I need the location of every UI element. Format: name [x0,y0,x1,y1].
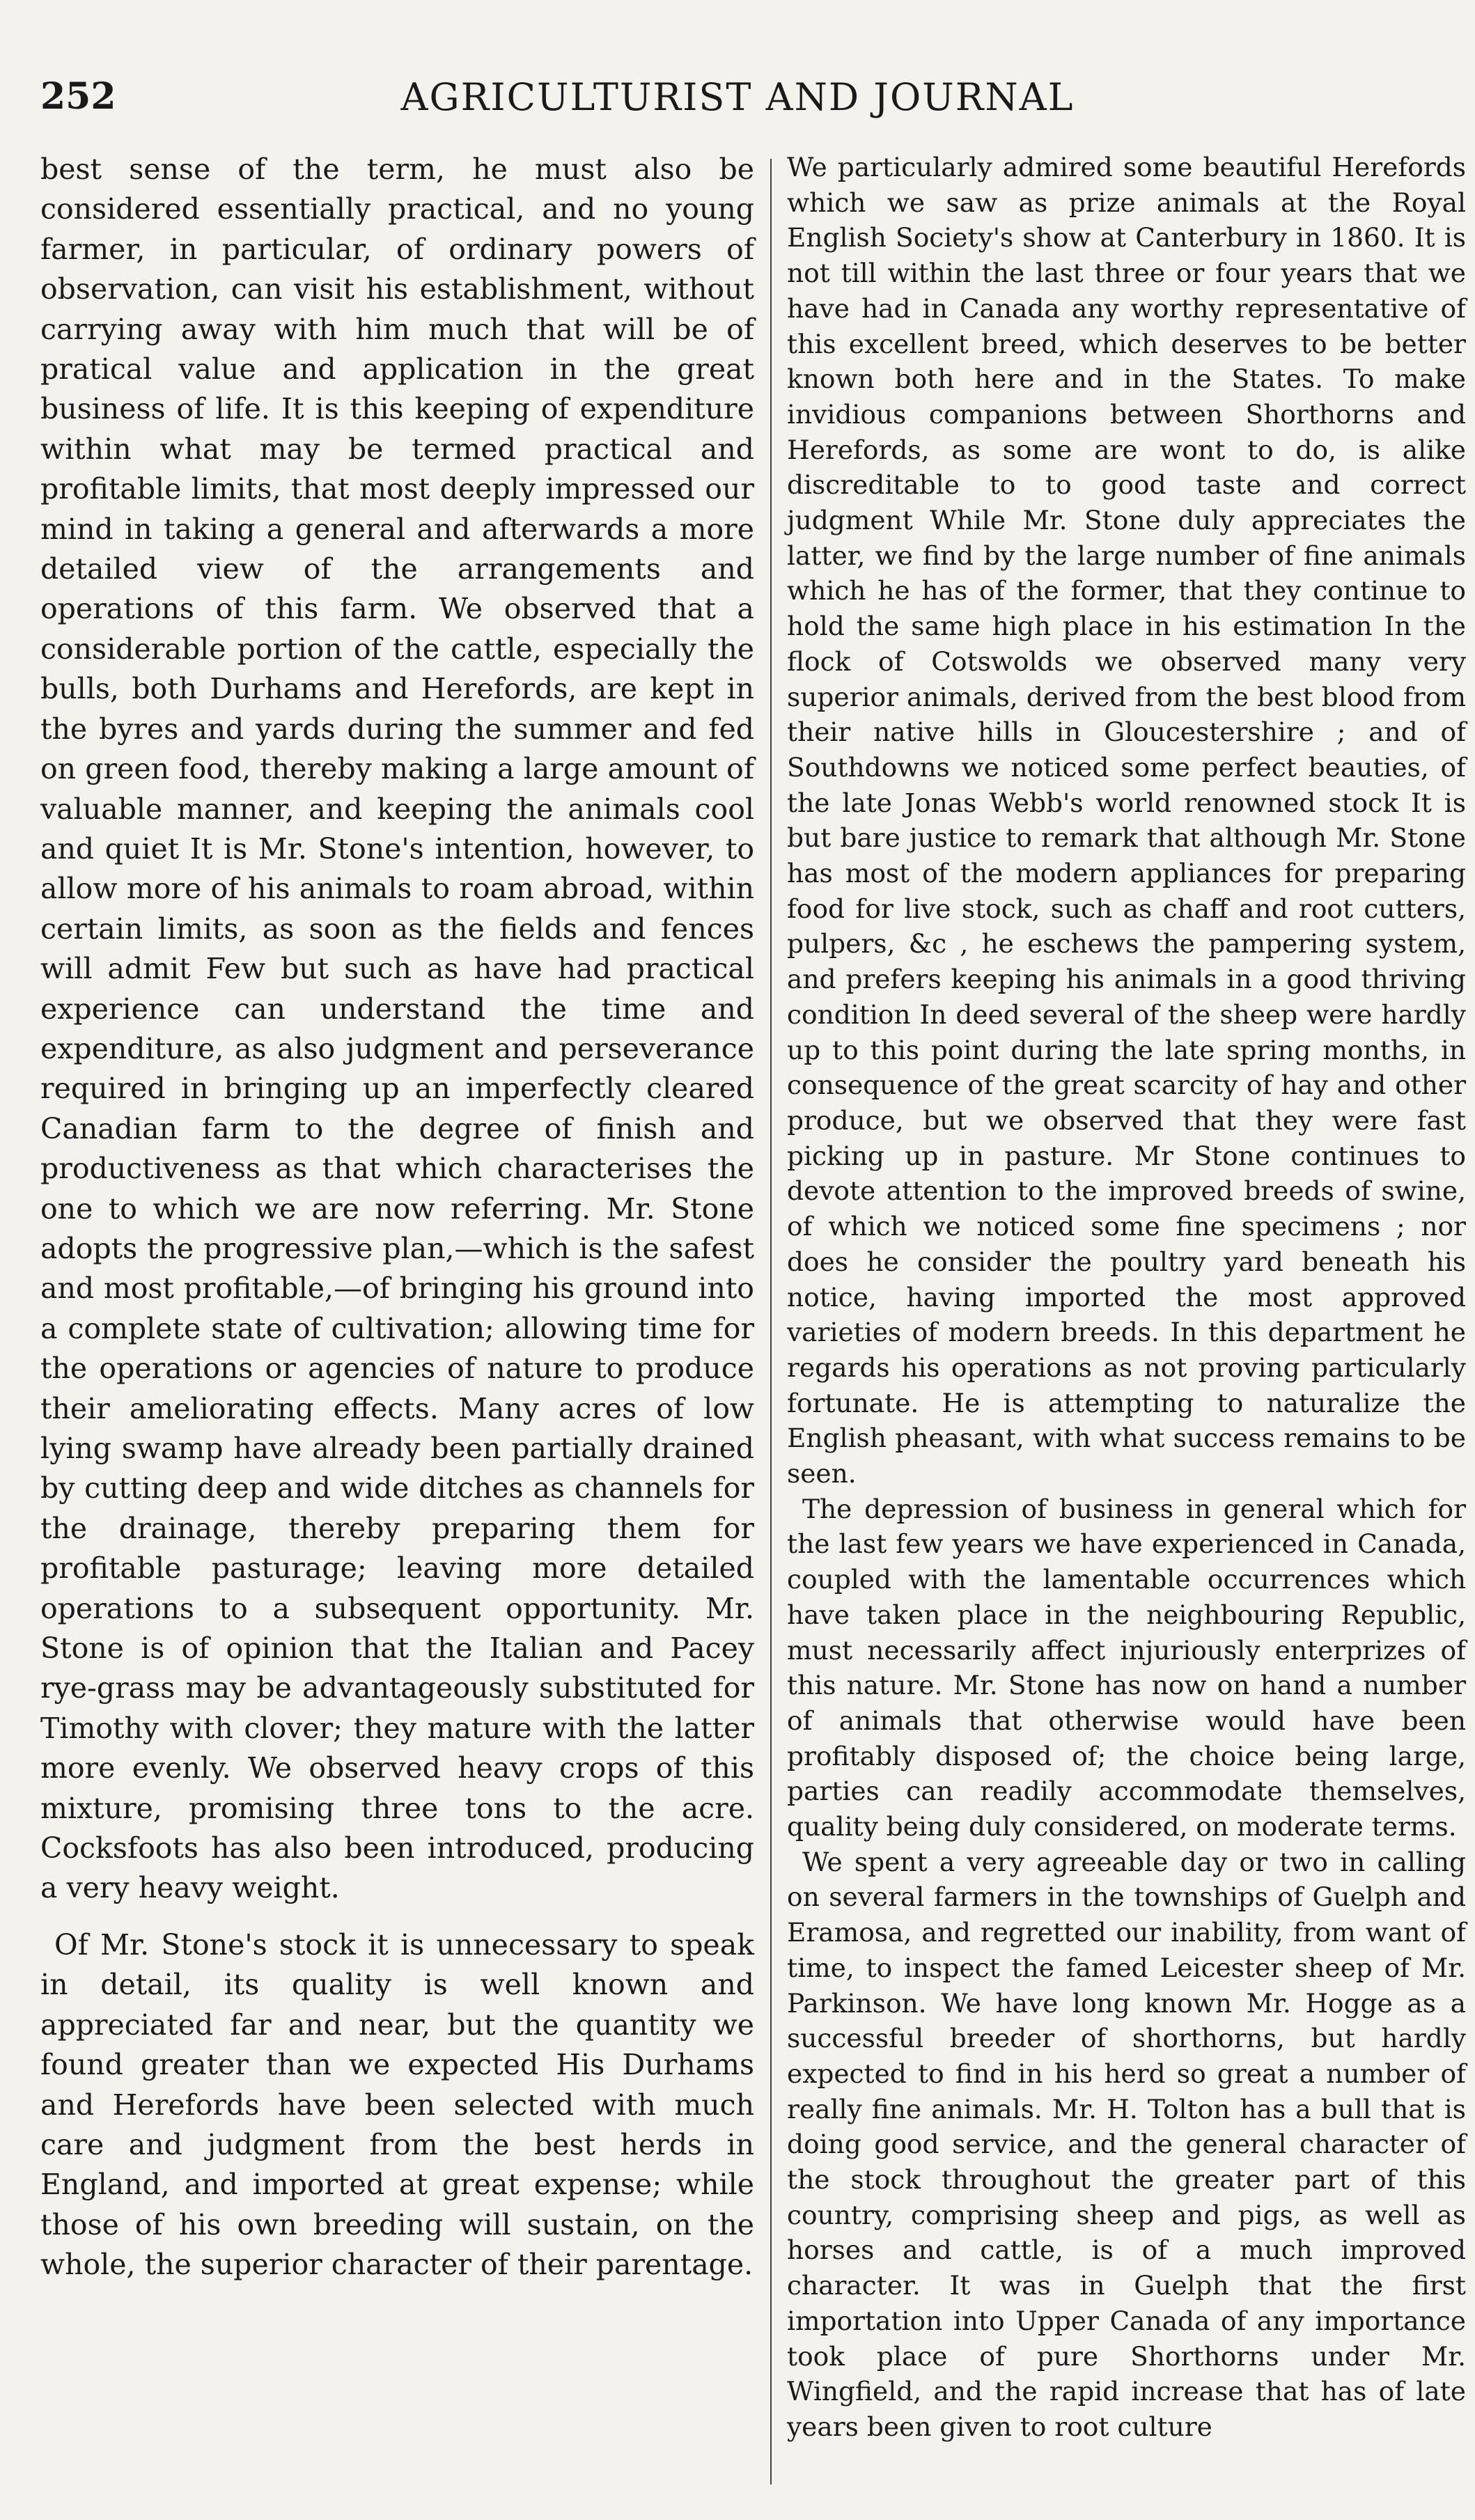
right-paragraph-1: We particularly admired some beautiful Herefords which we saw as prize animals at the Royal English Society's show at Canterbury in 1860. It is not till within the last three or four years that we have had in Canada any worthy representative of this excellent breed, which deserves to be better known both here and in the States. To make invidious companions between Shorthorns and Herefords, as some are wont to do, is alike discreditable to to good taste and correct judgment While Mr. Stone duly appreciates the latter, we find by the large number of fine animals which he has of the former, that they continue to hold the same high place in his estimation In the flock of Cotswolds we observed many very superior animals, derived from the best blood from their native hills in Gloucestershire ; and of Southdowns we noticed some perfect beauties, of the late Jonas Webb's world renowned stock It is but bare justice to remark that although Mr. Stone has most of the modern appliances for preparing food for live stock, such as chaff and root cutters, pulpers, &c , he eschews the pampering system, and prefers keeping his animals in a good thriving condition In deed several of the sheep were hardly up to this point during the late spring months, in consequence of the great scarcity of hay and other produce, but we observed that they were fast picking up in pasture. Mr Stone continues to devote attention to the improved breeds of swine, of which we noticed some fine specimens ; nor does he consider the poultry yard beneath his notice, having imported the most approved varieties of modern breeds. In this department he regards his operations as not proving particularly fortunate. He is attempting to naturalize the English pheasant, with what success remains to be seen. [787,152,1466,1489]
page-number: 252 [40,75,116,118]
left-paragraph-2: Of Mr. Stone's stock it is unnecessary to speak in detail, its quality is well known and appreciated far and near, but the quantity we found greater than we expected His Durhams and Herefords have been selected with much care and judgment from the best herds in England, and imported at great expense; while those of his own breeding will sustain, on the whole, the superior character of their parentage. [40,1927,754,2282]
right-paragraph-3: We spent a very agreeable day or two in calling on several farmers in the townships of Guelph and Eramosa, and regretted our inability, from want of time, to inspect the famed Leicester sheep of Mr. Parkinson. We have long known Mr. Hogge as a successful breeder of shorthorns, but hardly expected to find in his herd so great a number of really fine animals. Mr. H. Tolton has a bull that is doing good service, and the general character of the stock throughout the greater part of this country, comprising sheep and pigs, as well as horses and cattle, is of a much improved character. It was in Guelph that the first importation into Upper Canada of any importance took place of pure Shorthorns under Mr. Wingfield, and the rapid increase that has of late years been given to root culture [787,1846,1466,2442]
right-paragraph-2: The depression of business in general which for the last few years we have experienced in Canada, coupled with the lamentable occurrences which have taken place in the neighbouring Republic, must necessarily affect injuriously enterprizes of this nature. Mr. Stone has now on hand a number of animals that otherwise would have been profitably disposed of; the choice being large, parties can readily accommodate themselves, quality being duly considered, on moderate terms. [787,1493,1466,1842]
left-paragraph-1: best sense of the term, he must also be considered essentially practical, and no young farmer, in particular, of ordinary powers of observation, can visit his establishment, without carrying away with him much that will be of pratical value and application in the great business of life. It is this keeping of expenditure within what may be termed practical and profitable limits, that most deeply impressed our mind in taking a general and afterwards a more detailed view of the arrangements and operations of this farm. We observed that a considerable portion of the cattle, especially the bulls, both Durhams and Herefords, are kept in the byres and yards during the summer and fed on green food, thereby making a large amount of valuable manner, and keeping the animals cool and quiet It is Mr. Stone's intention, however, to allow more of his animals to roam abroad, within certain limits, as soon as the fields and fences will admit Few but such as have had practical experience can understand the time and expenditure, as also judgment and perseverance required in bringing up an imperfectly cleared Canadian farm to the degree of finish and productiveness as that which characterises the one to which we are now referring. Mr. Stone adopts the progressive plan,—which is the safest and most profitable,—of bringing his ground into a complete state of cultivation; allowing time for the operations or agencies of nature to produce their ameliorating effects. Many acres of low lying swamp have already been partially drained by cutting deep and wide ditches as channels for the drainage, thereby preparing them for profitable pasturage; leaving more detailed operations to a subsequent opportunity. Mr. Stone is of opinion that the Italian and Pacey rye-grass may be advantageously substituted for Timothy with clover; they mature with the latter more evenly. We observed heavy crops of this mixture, promising three tons to the acre. Cocksfoots has also been introduced, producing a very heavy weight. [40,152,754,1905]
running-title: AGRICULTURIST AND JOURNAL [400,75,1075,119]
left-column [40,150,754,2285]
right-column [787,150,1466,2445]
column-rule [770,159,772,2484]
